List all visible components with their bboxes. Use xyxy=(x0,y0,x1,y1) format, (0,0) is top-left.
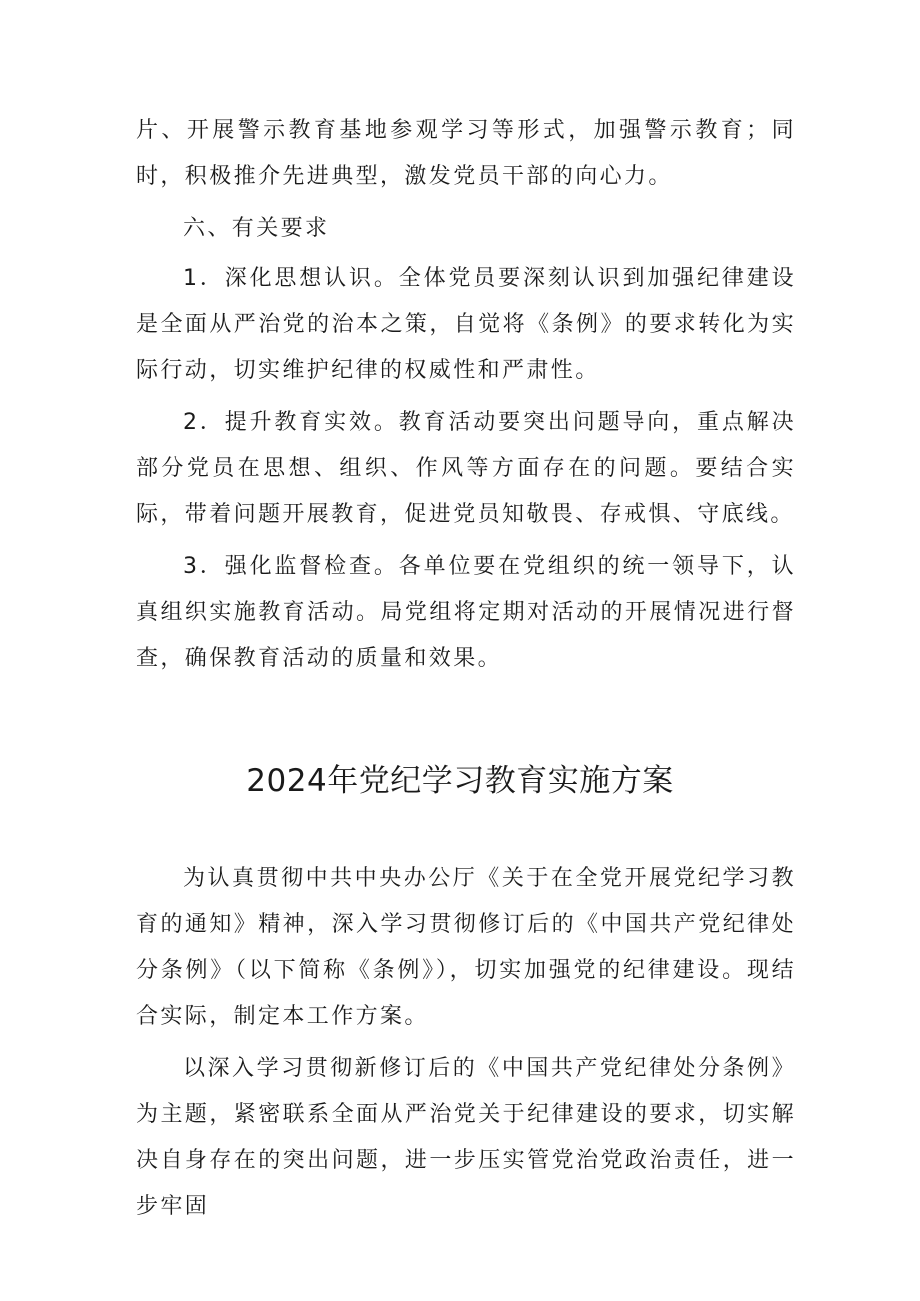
document-title: 2024年党纪学习教育实施方案 xyxy=(246,763,674,799)
body-paragraph-2: 以深入学习贯彻新修订后的《中国共产党纪律处分条例》为主题，紧密联系全面从严治党关于纪律建设的要求，切实解决自身存在的突出问题，进一步压实管党治党政治责任，进一步牢固 xyxy=(136,1056,796,1219)
section-heading: 六、有关要求 xyxy=(183,216,330,241)
requirement-item-2: 2．提升教育实效。教育活动要突出问题导向，重点解决部分党员在思想、组织、作风等方面存在的问题。要结合实际，带着问题开展教育，促进党员知敬畏、存戒惧、守底线。 xyxy=(136,410,796,527)
body-paragraph-1: 为认真贯彻中共中央办公厅《关于在全党开展党纪学习教育的通知》精神，深入学习贯彻修订后的《中国共产党纪律处分条例》（以下简称《条例》），切实加强党的纪律建设。现结合实际，制定本工作方案。 xyxy=(136,866,796,1029)
paragraph-continuation: 片、开展警示教育基地参观学习等形式，加强警示教育；同时，积极推介先进典型，激发党员干部的向心力。 xyxy=(136,118,796,189)
requirement-item-1: 1．深化思想认识。全体党员要深刻认识到加强纪律建设是全面从严治党的治本之策，自觉将《条例》的要求转化为实际行动，切实维护纪律的权威性和严肃性。 xyxy=(136,266,796,383)
requirement-item-3: 3．强化监督检查。各单位要在党组织的统一领导下，认真组织实施教育活动。局党组将定期对活动的开展情况进行督查，确保教育活动的质量和效果。 xyxy=(136,554,796,671)
